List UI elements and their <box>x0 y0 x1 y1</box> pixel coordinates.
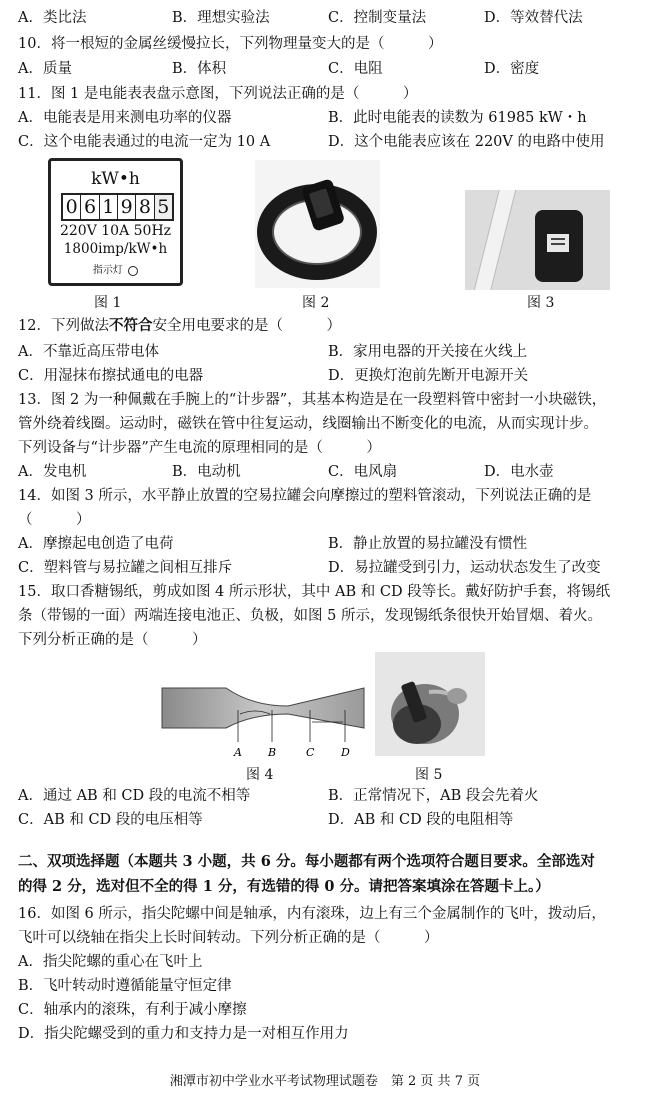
q11-option-d: D．这个电能表应该在 220V 的电路中使用 <box>328 134 605 150</box>
figure-4-foil-strip <box>160 680 365 758</box>
figure-1-meter <box>48 158 183 286</box>
indicator-lamp-icon <box>128 266 138 276</box>
q12-option-d: D．更换灯泡前先断开电源开关 <box>328 368 529 384</box>
figure-5-foil-photo <box>375 652 485 756</box>
meter-digit: 0 <box>63 195 81 219</box>
meter-digit: 8 <box>136 195 154 219</box>
q10-option-c: C．电阻 <box>328 61 383 77</box>
q9-option-c: C．控制变量法 <box>328 10 427 26</box>
fig4-label-a: A <box>234 746 242 758</box>
meter-spec: 220V 10A 50Hz <box>59 223 172 239</box>
q9-option-b: B．理想实验法 <box>172 10 270 26</box>
q9-option-a: A．类比法 <box>18 10 87 26</box>
q11-option-b: B．此时电能表的读数为 61985 kW・h <box>328 110 587 126</box>
caption-fig-2: 图 2 <box>302 295 330 311</box>
q12-stem-emphasis: 不符合 <box>108 317 153 334</box>
fig4-label-d: D <box>341 746 350 758</box>
q14-option-a: A．摩擦起电创造了电荷 <box>18 536 174 552</box>
q16-option-a: A．指尖陀螺的重心在飞叶上 <box>18 954 203 970</box>
q15-line: 下列分析正确的是（ ） <box>18 632 207 648</box>
q14-line: （ ） <box>18 512 91 528</box>
q12-option-a: A．不靠近高压带电体 <box>18 344 159 360</box>
q11-stem: 11．图 1 是电能表表盘示意图，下列说法正确的是（ ） <box>18 86 418 102</box>
q12-option-c: C．用湿抹布擦拭通电的电器 <box>18 368 204 384</box>
q13-line: 13．图 2 为一种佩戴在手腕上的“计步器”，其基本构造是在一段塑料管中密封一小块磁铁， <box>18 392 607 408</box>
q14-option-b: B．静止放置的易拉罐没有惯性 <box>328 536 528 552</box>
q13-line: 下列设备与“计步器”产生电流的原理相同的是（ ） <box>18 440 381 456</box>
caption-fig-1: 图 1 <box>94 295 122 311</box>
section-2-heading: 二、双项选择题（本题共 3 小题，共 6 分。每小题都有两个选项符合题目要求。全部选对 <box>18 853 595 870</box>
q14-line: 14．如图 3 所示，水平静止放置的空易拉罐会向摩擦过的塑料管滚动，下列说法正确的是 <box>18 488 592 504</box>
q15-option-d: D．AB 和 CD 段的电阻相等 <box>328 812 514 828</box>
q10-option-b: B．体积 <box>172 61 227 77</box>
q15-option-c: C．AB 和 CD 段的电压相等 <box>18 812 203 828</box>
meter-lamp-label: 指示灯 <box>92 265 123 276</box>
caption-fig-3: 图 3 <box>527 295 555 311</box>
meter-lamp-row <box>51 261 180 276</box>
caption-fig-5: 图 5 <box>415 767 443 783</box>
q12-option-b: B．家用电器的开关接在火线上 <box>328 344 528 360</box>
fig4-label-b: B <box>268 746 277 758</box>
meter-imp: 1800imp/kW•h <box>63 241 168 257</box>
q10-stem: 10．将一根短的金属丝缓慢拉长，下列物理量变大的是（ ） <box>18 36 443 52</box>
q16-option-c: C．轴承内的滚珠，有利于减小摩擦 <box>18 1002 247 1018</box>
q10-option-a: A．质量 <box>18 61 72 77</box>
figure-3-can-photo <box>465 190 610 290</box>
q9-option-d: D．等效替代法 <box>484 10 583 26</box>
q12-stem-post: 安全用电要求的是（ ） <box>152 318 341 334</box>
q14-option-c: C．塑料管与易拉罐之间相互排斥 <box>18 560 233 576</box>
page-footer: 湘潭市初中学业水平考试物理试题卷 第 2 页 共 7 页 <box>169 1074 481 1089</box>
meter-digit: 1 <box>100 195 118 219</box>
q15-option-b: B．正常情况下，AB 段会先着火 <box>328 788 539 804</box>
meter-digit: 5 <box>155 195 172 219</box>
q13-option-b: B．电动机 <box>172 464 241 480</box>
meter-digit: 6 <box>81 195 99 219</box>
q16-option-b: B．飞叶转动时遵循能量守恒定律 <box>18 978 232 994</box>
q16-option-d: D．指尖陀螺受到的重力和支持力是一对相互作用力 <box>18 1026 349 1042</box>
q10-option-d: D．密度 <box>484 61 540 77</box>
caption-fig-4: 图 4 <box>246 767 274 783</box>
meter-digit: 9 <box>118 195 136 219</box>
q12-stem-pre: 12．下列做法 <box>18 318 109 334</box>
q13-line: 管外绕着线圈。运动时，磁铁在管中往复运动，线圈输出不断变化的电流，从而实现计步。 <box>18 416 598 432</box>
figure-2-pedometer-photo <box>255 160 380 288</box>
q13-option-a: A．发电机 <box>18 464 87 480</box>
q16-line: 16．如图 6 所示，指尖陀螺中间是轴承，内有滚珠，边上有三个金属制作的飞叶，拨动后， <box>18 906 606 922</box>
fig4-label-c: C <box>306 746 315 758</box>
q15-line: 条（带锡的一面）两端连接电池正、负极，如图 5 所示，发现锡纸条很快开始冒烟、着火。 <box>18 608 602 624</box>
meter-digit-box <box>61 193 174 221</box>
q13-option-c: C．电风扇 <box>328 464 398 480</box>
q11-option-c: C．这个电能表通过的电流一定为 10 A <box>18 134 271 150</box>
q11-option-a: A．电能表是用来测电功率的仪器 <box>18 110 232 126</box>
meter-unit: kW•h <box>91 169 140 189</box>
q12-stem <box>18 316 341 336</box>
q14-option-d: D．易拉罐受到引力，运动状态发生了改变 <box>328 560 601 576</box>
q16-line: 飞叶可以绕轴在指尖上长时间转动。下列分析正确的是（ ） <box>18 930 439 946</box>
q15-line: 15．取口香糖锡纸，剪成如图 4 所示形状，其中 AB 和 CD 段等长。戴好防护手套，将锡纸 <box>18 584 611 600</box>
q13-option-d: D．电水壶 <box>484 464 554 480</box>
section-2-heading-cont: 的得 2 分，选对但不全的得 1 分，有选错的得 0 分。请把答案填涂在答题卡上。） <box>18 878 550 895</box>
q15-option-a: A．通过 AB 和 CD 段的电流不相等 <box>18 788 251 804</box>
